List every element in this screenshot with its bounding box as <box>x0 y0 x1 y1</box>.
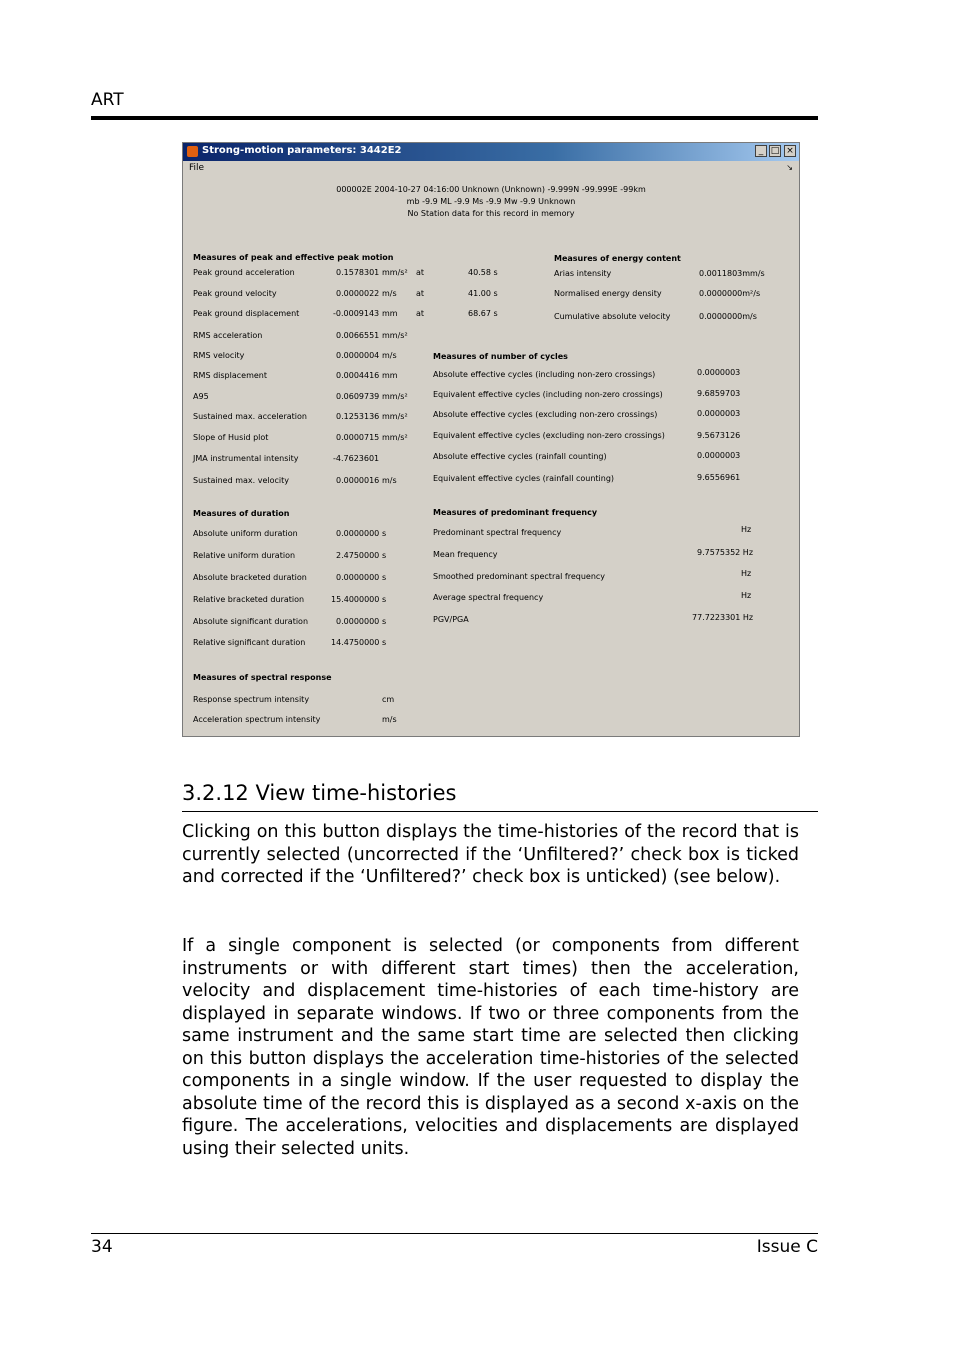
param-unit: m/s <box>382 351 397 360</box>
param-unit: cm <box>382 695 395 704</box>
param-value: 0.0000003 <box>697 368 741 377</box>
param-label: JMA instrumental intensity <box>193 454 299 463</box>
param-value: Hz <box>741 525 752 534</box>
record-info-line: mb -9.9 ML -9.9 Ms -9.9 Mw -9.9 Unknown <box>406 197 576 206</box>
param-label: RMS velocity <box>193 351 245 360</box>
param-value: 0.0000003 <box>697 451 741 460</box>
param-value: 0.0609739 <box>336 392 380 401</box>
param-label: Acceleration spectrum intensity <box>193 715 321 724</box>
param-value: 9.6556961 <box>697 473 741 482</box>
param-value: 9.7575352 Hz <box>697 548 754 557</box>
param-unit: s <box>382 551 387 560</box>
issue-label: Issue C <box>756 1237 818 1257</box>
param-unit: s <box>382 638 387 647</box>
record-info-line: 000002E 2004-10-27 04:16:00 Unknown (Unknown) -9.999N -99.999E -99km <box>336 185 646 194</box>
param-label: Equivalent effective cycles (excluding non-zero crossings) <box>433 431 665 440</box>
param-value: 0.0000022 <box>336 289 380 298</box>
param-label: Absolute significant duration <box>193 617 309 626</box>
param-value: 77.7223301 Hz <box>692 613 754 622</box>
window-title: Strong-motion parameters: 3442E2 <box>202 145 402 156</box>
param-label: Equivalent effective cycles (rainfall counting) <box>433 474 615 483</box>
param-time: 68.67 s <box>468 309 498 318</box>
param-label: Peak ground acceleration <box>193 268 295 277</box>
param-time: 41.00 s <box>468 289 498 298</box>
param-unit: mm/s² <box>382 412 408 421</box>
param-value: 9.6859703 <box>697 389 741 398</box>
section-rule <box>182 811 818 812</box>
param-label: Relative uniform duration <box>193 551 296 560</box>
page-header-title: ART <box>91 90 124 110</box>
param-value: Hz <box>741 569 752 578</box>
param-unit: m/s <box>382 289 397 298</box>
param-unit: m/s <box>382 715 397 724</box>
param-unit: mm/s² <box>382 392 408 401</box>
minimize-button[interactable]: _ <box>755 145 767 157</box>
cycles-heading: Measures of number of cycles <box>433 352 568 361</box>
record-info-line: No Station data for this record in memory <box>407 209 575 218</box>
param-value: 0.0066551 <box>336 331 380 340</box>
param-unit: mm <box>382 309 398 318</box>
footer-rule <box>91 1233 818 1234</box>
param-value: 0.1578301 <box>336 268 380 277</box>
param-unit: s <box>382 595 387 604</box>
param-unit: m/s <box>382 476 397 485</box>
param-value: 0.0000004 <box>336 351 380 360</box>
param-label: Cumulative absolute velocity <box>554 312 671 321</box>
spectral-heading: Measures of spectral response <box>193 673 332 682</box>
param-label: Response spectrum intensity <box>193 695 310 704</box>
param-value: 2.4750000 <box>336 551 380 560</box>
window-titlebar[interactable] <box>183 143 799 161</box>
matlab-icon <box>187 146 198 157</box>
param-value: 0.0000000 <box>336 529 380 538</box>
section-heading: 3.2.12 View time-histories <box>182 781 457 805</box>
param-value: 0.0000715 <box>336 433 380 442</box>
param-unit: mm <box>382 371 398 380</box>
param-label: Smoothed predominant spectral frequency <box>433 572 606 581</box>
param-label: Absolute bracketed duration <box>193 573 307 582</box>
param-value: 0.0000000 <box>336 573 380 582</box>
param-label: Arias intensity <box>554 269 612 278</box>
param-label: Sustained max. velocity <box>193 476 289 485</box>
param-label: PGV/PGA <box>433 615 469 624</box>
param-value: 0.1253136 <box>336 412 380 421</box>
body-paragraph: Clicking on this button displays the time-histories of the record that is currently selected (uncorrected if the ‘Unfiltered?’ check box is ticked and corrected if the ‘Unfiltered?’ check box is unticked) (see below). <box>182 822 799 887</box>
menu-file[interactable]: File <box>189 163 205 173</box>
param-label: RMS displacement <box>193 371 267 380</box>
param-value: -4.7623601 <box>333 454 380 463</box>
param-label: Predominant spectral frequency <box>433 528 562 537</box>
header-rule <box>91 116 818 120</box>
param-value: Hz <box>741 591 752 600</box>
param-label: Equivalent effective cycles (including non-zero crossings) <box>433 390 663 399</box>
param-at: at <box>416 268 425 277</box>
param-time: 40.58 s <box>468 268 498 277</box>
param-unit: s <box>382 617 387 626</box>
param-label: Mean frequency <box>433 550 498 559</box>
param-label: Relative significant duration <box>193 638 306 647</box>
param-value: 0.0000000m/s <box>699 312 757 321</box>
peak-motion-heading: Measures of peak and effective peak motion <box>193 253 394 262</box>
param-label: Relative bracketed duration <box>193 595 305 604</box>
frequency-heading: Measures of predominant frequency <box>433 508 598 517</box>
param-value: 0.0004416 <box>336 371 380 380</box>
param-unit: mm/s² <box>382 268 408 277</box>
menu-bar <box>183 161 799 175</box>
param-value: 15.4000000 <box>331 595 380 604</box>
param-value: 0.0011803mm/s <box>699 269 765 278</box>
param-at: at <box>416 289 425 298</box>
close-button[interactable]: × <box>784 145 796 157</box>
param-label: Absolute uniform duration <box>193 529 298 538</box>
param-value: 0.0000003 <box>697 409 741 418</box>
energy-heading: Measures of energy content <box>554 254 681 263</box>
param-value: 0.0000000 <box>336 617 380 626</box>
param-label: Sustained max. acceleration <box>193 412 307 421</box>
param-unit: s <box>382 573 387 582</box>
param-label: RMS acceleration <box>193 331 263 340</box>
param-label: Absolute effective cycles (rainfall counting) <box>433 452 607 461</box>
duration-heading: Measures of duration <box>193 509 290 518</box>
strong-motion-window <box>182 142 800 737</box>
param-unit: s <box>382 529 387 538</box>
param-at: at <box>416 309 425 318</box>
maximize-button[interactable]: □ <box>770 146 780 156</box>
param-label: Peak ground velocity <box>193 289 277 298</box>
param-value: 0.0000000m²/s <box>699 289 761 298</box>
param-label: Absolute effective cycles (including non-zero crossings) <box>433 370 656 379</box>
body-paragraph: If a single component is selected (or components from different instruments or with different start times) then the acceleration, velocity and displacement time-histories of each time-history are displayed in separate windows. If two or three components from the same instrument and the same start time are selected then clicking on this button displays the acceleration time-histories of the selected components in a single window. If the user requested to display the absolute time of the record this is displayed as a second x-axis on the figure. The accelerations, velocities and displacements are displayed using their selected units. <box>182 936 799 1159</box>
param-value: 14.4750000 <box>331 638 380 647</box>
param-label: Slope of Husid plot <box>193 433 269 442</box>
param-value: 9.5673126 <box>697 431 741 440</box>
dock-arrow-icon[interactable]: ↘ <box>786 163 793 172</box>
param-value: 0.0000016 <box>336 476 380 485</box>
param-label: Normalised energy density <box>554 289 662 298</box>
param-label: A95 <box>193 392 209 401</box>
param-value: -0.0009143 <box>333 309 380 318</box>
param-label: Peak ground displacement <box>193 309 300 318</box>
page-number: 34 <box>91 1237 113 1257</box>
param-label: Absolute effective cycles (excluding non-zero crossings) <box>433 410 658 419</box>
param-unit: mm/s² <box>382 433 408 442</box>
param-unit: mm/s² <box>382 331 408 340</box>
param-label: Average spectral frequency <box>433 593 544 602</box>
